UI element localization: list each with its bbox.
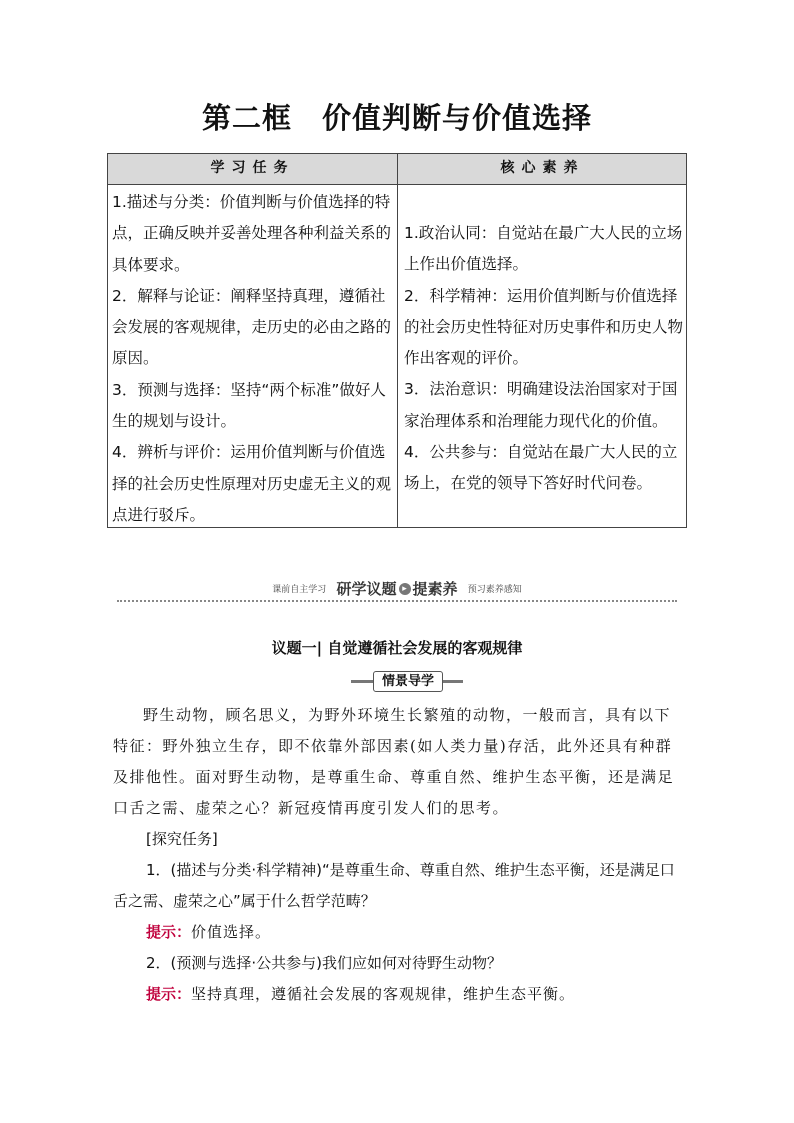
header-core-literacy: 核心素养	[500, 160, 585, 176]
question-1: 1．(描述与分类·科学精神)“是尊重生命、尊重自然、维护生态平衡，还是满足口舌之需、虚荣之心”属于什么哲学范畴？	[113, 861, 675, 910]
scene-label-text: 情景导学	[373, 671, 443, 692]
scene-passage	[113, 700, 683, 824]
answer-2	[113, 979, 683, 1010]
learning-tasks-column	[112, 187, 394, 531]
question-2: 2．(预测与选择·公共参与)我们应如何对待野生动物？	[146, 954, 503, 972]
title-topic: 价值判断与价值选择	[322, 101, 593, 135]
literacy-item: 3．法治意识：明确建设法治国家对于国家治理体系和治理能力现代化的价值。	[404, 380, 678, 430]
section-banner	[117, 578, 677, 604]
title-section: 第二框	[201, 101, 292, 135]
scene-guide-label	[351, 671, 463, 691]
passage-text: 野生动物，顾名思义，为野外环境生长繁殖的动物，一般而言，具有以下特征：野外独立生存，即不依靠外部因素(如人类力量)存活，此外还具有种群及排他性。面对野生动物，是尊重生命、尊重自然、维护生态平衡，还是满足口舌之需、虚荣之心？新冠疫情再度引发人们的思考。	[113, 706, 675, 817]
hint-label: 提示：	[146, 923, 192, 941]
hint-label: 提示：	[146, 985, 192, 1003]
literacy-item: 4．公共参与：自觉站在最广大人民的立场上，在党的领导下答好时代问卷。	[404, 443, 678, 493]
tasks-heading: [探究任务]	[146, 830, 218, 848]
task-item: 4．辨析与评价：运用价值判断与价值选择的社会历史性原理对历史虚无主义的观点进行驳斥。	[112, 443, 392, 524]
objectives-table	[107, 153, 687, 528]
banner-main-left: 研学议题	[336, 580, 397, 598]
task-item: 3．预测与选择：坚持“两个标准”做好人生的规划与设计。	[112, 380, 386, 431]
header-learning-tasks: 学习任务	[108, 154, 398, 184]
page-title	[0, 96, 794, 137]
answer-1	[113, 917, 683, 948]
arrow-right-icon: ▸	[399, 583, 411, 595]
answer-2-text: 坚持真理，遵循社会发展的客观规律，维护生态平衡。	[191, 985, 576, 1003]
literacy-item: 2．科学精神：运用价值判断与价值选择的社会历史性特征对历史事件和历史人物作出客观的评价。	[404, 286, 684, 368]
banner-dotted-line	[117, 600, 677, 602]
column-divider	[397, 184, 398, 527]
task-item: 2．解释与论证：阐释坚持真理，遵循社会发展的客观规律，走历史的必由之路的原因。	[112, 286, 392, 368]
banner-right-label: 预习素养感知	[467, 585, 522, 595]
banner-left-label: 课前自主学习	[272, 585, 327, 595]
literacy-item: 1.政治认同：自觉站在最广大人民的立场上作出价值选择。	[404, 224, 683, 274]
answer-1-text: 价值选择。	[191, 923, 272, 941]
table-header	[108, 154, 686, 185]
banner-main-right: 提素养	[412, 580, 458, 598]
core-literacy-column	[404, 218, 684, 500]
task-item: 1.描述与分类：价值判断与价值选择的特点，正确反映并妥善处理各种利益关系的具体要求。	[112, 193, 392, 274]
topic-heading: 议题一| 自觉遵循社会发展的客观规律	[271, 639, 523, 657]
explore-tasks	[113, 824, 683, 1010]
